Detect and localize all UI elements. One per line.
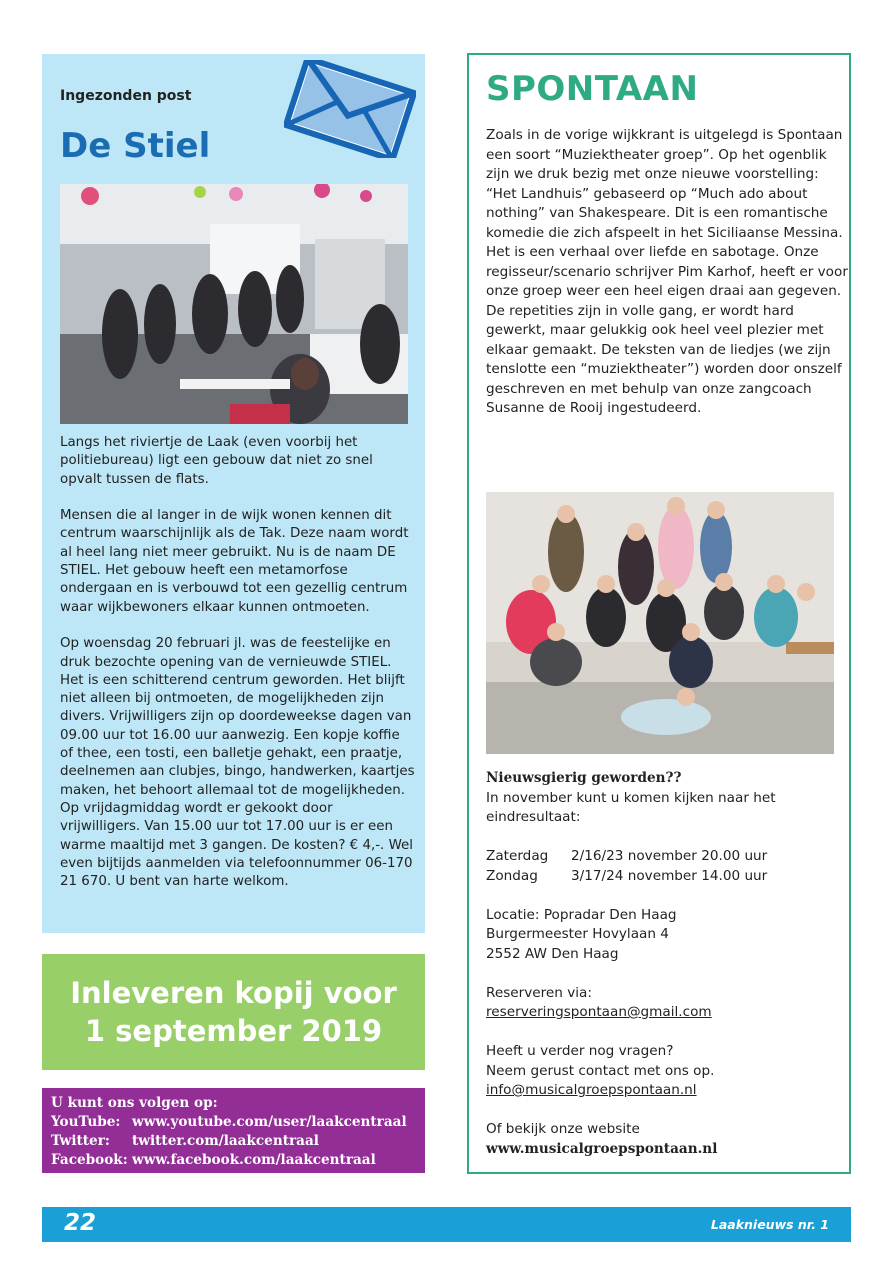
kopij-line-1: Inleveren kopij voor [70,976,397,1010]
de-stiel-article [42,54,425,933]
social-label: YouTube: [51,1114,121,1130]
article-title: De Stiel [60,126,211,166]
social-row-facebook [51,1151,425,1170]
location-line: 2552 AW Den Haag [486,945,619,962]
stiel-opening-photo [60,184,408,424]
curious-text: In november kunt u komen kijken naar het eindresultaat: [486,789,776,825]
schedule-day: Zondag [486,867,538,884]
youtube-link[interactable]: www.youtube.com/user/laakcentraal [132,1114,407,1130]
spacer [486,1101,848,1121]
location-line: Locatie: Popradar Den Haag [486,906,677,923]
info-email-link[interactable]: info@musicalgroepspontaan.nl [486,1082,697,1098]
spacer [486,964,848,984]
website-link[interactable]: www.musicalgroepspontaan.nl [486,1140,718,1157]
article-kicker: Ingezonden post [60,88,192,104]
article-paragraph: Op woensdag 20 februari jl. was de feestelijke en druk bezochte opening van de vernieuwde STIEL. Het is een schitterend centrum geworden. Het blijft niet alleen bij ontmoeten, de mogelijkheden zijn divers. Vrijwilligers zijn op doordeweekse dagen van 09.00 uur tot 16.00 uur aanwezig. Een kopje koffie of thee, een tosti, een balletje gehakt, een praatje, deelnemen aan clubjes, bingo, handwerken, kaartjes maken, het behoort allemaal tot de mogelijkheden. Op vrijdagmiddag wordt er gekookt door vrijwilligers. Van 15.00 uur tot 17.00 uur is er een warme maaltijd met 3 gangen. De kosten? € 4,-. Wel even bijtijds aanmelden via telefoonnummer 06-170 21 670. U bent van harte welkom. [60,636,415,890]
envelope-icon [284,60,416,158]
social-media-box [42,1088,425,1173]
facebook-link[interactable]: www.facebook.com/laakcentraal [132,1152,376,1168]
schedule-row [486,867,848,887]
curious-heading: Nieuwsgierig geworden?? [486,770,682,786]
website-label: Of bekijk onze website [486,1121,640,1137]
schedule-row [486,847,848,867]
article-body: Zoals in de vorige wijkkrant is uitgelegd is Spontaan een soort “Muziektheater groep”. Op het ogenblik zijn we druk bezig met onze nieuwe voorstelling: “Het Landhuis” gebaseerd op “Much ado about nothing” van Shakespeare. Dit is een romantische komedie die zich afspeelt in het Siciliaanse Messina. Het is een verhaal over liefde en sabotage. Onze regisseur/scenario schrijver Pim Karhof, heeft er voor onze groep weer een heel eigen draai aan gegeven. De repetities zijn in volle gang, er wordt hard gewerkt, maar gelukkig ook heel veel plezier met elkaar gemaakt. De teksten van de liedjes (we zijn tenslotte een “muziektheater”) worden door onszelf geschreven en met behulp van onze zangcoach Susanne de Rooij ingestudeerd. [486,127,848,416]
kopij-deadline-banner [42,954,425,1070]
questions-line: Neem gerust contact met ons op. [486,1062,715,1079]
social-row-youtube [51,1113,425,1132]
social-label: Facebook: [51,1152,128,1168]
social-label: Twitter: [51,1133,110,1149]
schedule-time: 3/17/24 november 14.00 uur [571,867,768,884]
page-number: 22 [64,1210,97,1236]
questions-line: Heeft u verder nog vragen? [486,1043,674,1059]
spontaan-group-photo [486,492,834,754]
spacer [486,886,848,906]
article-title: SPONTAAN [486,69,699,109]
social-row-twitter [51,1132,425,1151]
page-footer [42,1207,851,1242]
schedule-day: Zaterdag [486,848,549,864]
schedule-time: 2/16/23 november 20.00 uur [571,848,768,864]
spacer [486,1023,848,1043]
article-paragraph: Mensen die al langer in de wijk wonen kennen dit centrum waarschijnlijk als de Tak. Deze naam wordt al heel lang niet meer gebruikt. Nu is de naam DE STIEL. Het gebouw heeft een metamorfose ondergaan en is verbouwd tot een gezellig centrum waar wijkbewoners elkaar kunnen ontmoeten. [60,508,409,615]
kopij-line-2: 1 september 2019 [84,1014,383,1048]
location-line: Burgermeester Hovylaan 4 [486,926,669,942]
spacer [486,828,848,848]
social-heading: U kunt ons volgen op: [51,1095,218,1111]
twitter-link[interactable]: twitter.com/laakcentraal [132,1133,319,1149]
publication-name: Laaknieuws nr. 1 [710,1217,829,1232]
reserve-label: Reserveren via: [486,984,592,1001]
article-body [60,434,415,891]
reserve-email-link[interactable]: reserveringspontaan@gmail.com [486,1004,712,1020]
spontaan-article [467,53,851,1174]
article-paragraph: Langs het riviertje de Laak (even voorbij het politiebureau) ligt een gebouw dat niet zo snel opvalt tussen de flats. [60,435,373,487]
event-info [486,769,848,1159]
